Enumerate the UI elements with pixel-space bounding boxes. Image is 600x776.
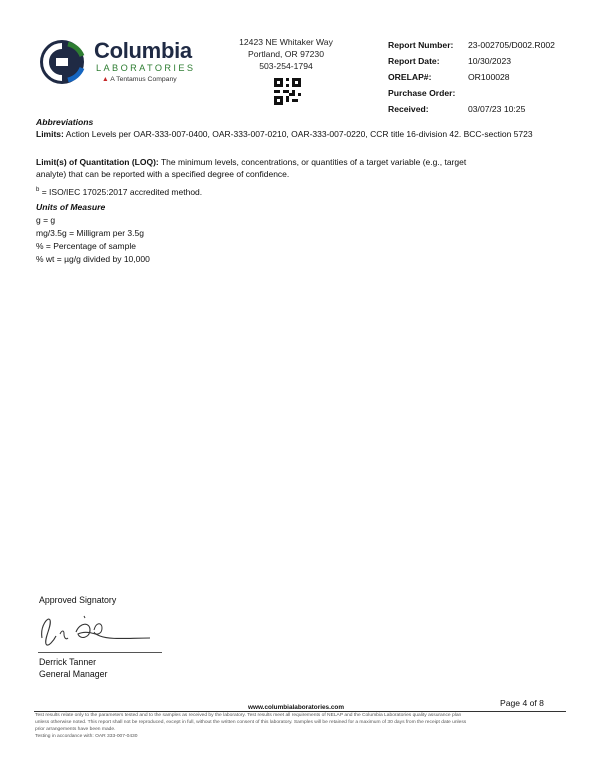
signatory-name: Derrick Tanner <box>39 657 97 667</box>
received-label: Received: <box>388 104 429 114</box>
accredited-note <box>36 187 202 197</box>
report-number-label: Report Number: <box>388 40 454 50</box>
report-date-value: 10/30/2023 <box>468 56 512 66</box>
columbia-logo-mark-icon <box>36 36 92 92</box>
loq-label: Limit(s) of Quantitation (LOQ): <box>36 157 159 167</box>
qr-code-icon[interactable] <box>274 78 301 105</box>
signatory-title: General Manager <box>39 669 108 679</box>
report-date-label: Report Date: <box>388 56 440 66</box>
abbreviations-title: Abbreviations <box>36 117 94 127</box>
orelap-value: OR100028 <box>468 72 510 82</box>
company-logo <box>36 36 196 92</box>
report-number-value: 23-002705/D002.R002 <box>468 40 555 50</box>
logo-tagline <box>102 76 177 83</box>
accredited-text: = ISO/IEC 17025:2017 accredited method. <box>41 187 203 197</box>
loq-text-2: analyte) that can be reported with a specified degree of confidence. <box>36 169 290 179</box>
units-title: Units of Measure <box>36 202 106 212</box>
loq-text-1: The minimum levels, concentrations, or quantities of a target variable (e.g., target <box>160 157 467 167</box>
unit-item-percent: % = Percentage of sample <box>36 241 136 251</box>
purchase-order-label: Purchase Order: <box>388 88 456 98</box>
accredited-mark: b <box>36 187 40 194</box>
disclaimer-line-4: Testing in accordance with: OAR 333-007-0430 <box>35 734 138 739</box>
page-number: Page 4 of 8 <box>500 698 544 708</box>
approved-signatory-label: Approved Signatory <box>39 595 117 605</box>
disclaimer-line-2: unless otherwise noted. This report shall not be reproduced, except in full, without the written consent of this laboratory. Samples will be retained for a maximum of 30 days from the receipt date unless <box>35 720 467 725</box>
orelap-label: ORELAP#: <box>388 72 432 82</box>
unit-item-mg-per-3.5g: mg/3.5g = Milligram per 3.5g <box>36 228 144 238</box>
website-link[interactable]: www.columbialaboratories.com <box>248 704 344 711</box>
unit-item-g: g = g <box>36 215 56 225</box>
loq-line-1 <box>36 157 466 167</box>
unit-item-percent-wt: % wt = µg/g divided by 10,000 <box>36 254 150 264</box>
logo-tagline-text: A Tentamus Company <box>110 76 177 83</box>
signature-line <box>38 652 162 653</box>
limits-text: Action Levels per OAR-333-007-0400, OAR-333-007-0210, OAR-333-007-0220, CCR title 16-division 42. BCC-section 5723 <box>65 129 533 139</box>
disclaimer-line-1: Test results relate only to the parameters tested and to the samples as received by the laboratory. Test results meet all requirements of NELAP and the Columbia Laboratories quality assurance plan <box>35 713 462 718</box>
lab-address-street: 12423 NE Whitaker Way <box>239 37 333 47</box>
limits-line <box>36 129 533 139</box>
received-value: 03/07/23 10:25 <box>468 104 526 114</box>
signature-image-icon <box>38 608 162 652</box>
logo-wordmark: Columbia <box>94 38 192 63</box>
limits-label: Limits: <box>36 129 64 139</box>
logo-subtitle: LABORATORIES <box>96 63 196 73</box>
lab-address-phone: 503-254-1794 <box>259 61 313 71</box>
lab-address-city: Portland, OR 97230 <box>248 49 324 59</box>
footer-divider <box>34 711 566 712</box>
tentamus-icon: ▲ <box>102 76 109 83</box>
disclaimer-line-3: prior arrangements have been made. <box>35 727 116 732</box>
